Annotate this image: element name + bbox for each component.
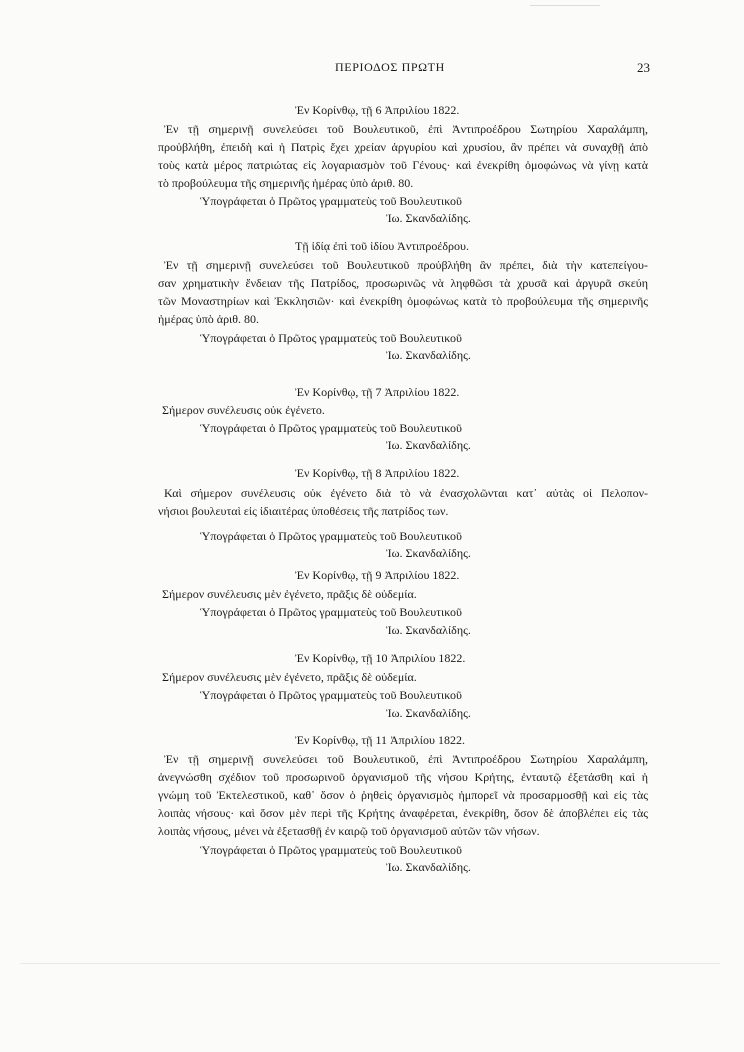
- section-title: ΠΕΡΙΟΔΟΣ ΠΡΩΤΗ: [335, 60, 445, 74]
- entry-date: Ἐν Κορίνθῳ, τῇ 6 Ἀπριλίου 1822.: [295, 103, 460, 117]
- entry-line: νήσιοι βουλευταὶ εἰς ἰδιαιτέρας ὑποθέσεις τῆς πατρίδος των.: [158, 504, 449, 518]
- entry-line: τοὺς κατὰ μέρος πατριώτας εἰς λογαριασμὸν τοῦ Γένους· καὶ ἐνεκρίθη ὁμοφώνως νὰ γίνῃ κατὰ: [158, 158, 648, 172]
- entry-date: Τῇ ἰδίᾳ ἐπὶ τοῦ ἰδίου Ἀντιπροέδρου.: [295, 239, 469, 253]
- entry-date: Ἐν Κορίνθῳ, τῇ 10 Ἀπριλίου 1822.: [295, 651, 466, 665]
- entry-line: ἀνεγνώσθη σχέδιον τοῦ προσωρινοῦ ὀργανισμοῦ τῆς νήσου Κρήτης, ἐνταυτῷ ἐξετάσθη καὶ ἡ: [158, 770, 648, 784]
- entry-date: Ἐν Κορίνθῳ, τῇ 9 Ἀπριλίου 1822.: [295, 568, 460, 582]
- signature-line: Ὑπογράφεται ὁ Πρῶτος γραμματεὺς τοῦ Βουλευτικοῦ: [200, 529, 462, 543]
- signature-line: Ὑπογράφεται ὁ Πρῶτος γραμματεὺς τοῦ Βουλευτικοῦ: [200, 843, 462, 857]
- scan-artifact: [530, 5, 600, 6]
- signatory-name: Ἰω. Σκανδαλίδης.: [386, 546, 471, 560]
- signature-line: Ὑπογράφεται ὁ Πρῶτος γραμματεὺς τοῦ Βουλευτικοῦ: [200, 421, 462, 435]
- signatory-name: Ἰω. Σκανδαλίδης.: [386, 211, 471, 225]
- entry-line: σαν χρηματικὴν ἔνδειαν τῆς Πατρίδος, προσωρινῶς νὰ ληφθῶσι τὰ χρυσᾶ καὶ ἀργυρᾶ σκεύη: [158, 276, 648, 290]
- entry-line: Σήμερον συνέλευσις οὐκ ἐγένετο.: [162, 403, 325, 417]
- entry-line: Ἐν τῇ σημερινῇ συνελεύσει τοῦ Βουλευτικοῦ προὐβλήθη ἂν πρέπει, διὰ τὴν κατεπείγου-: [164, 258, 648, 272]
- entry-date: Ἐν Κορίνθῳ, τῇ 8 Ἀπριλίου 1822.: [295, 466, 460, 480]
- entry-line: Σήμερον συνέλευσις μὲν ἐγένετο, πρᾶξις δὲ οὐδεμία.: [162, 587, 417, 601]
- signatory-name: Ἰω. Σκανδαλίδης.: [386, 706, 471, 720]
- scan-artifact: [20, 963, 720, 964]
- entry-date: Ἐν Κορίνθῳ, τῇ 7 Ἀπριλίου 1822.: [295, 385, 460, 399]
- entry-line: γνώμη τοῦ Ἐκτελεστικοῦ, καθ᾽ ὅσον ὁ ῥηθεὶς ὀργανισμὸς ἠμπορεῖ νὰ προσαρμοσθῇ καὶ εἰς τὰς: [158, 788, 648, 802]
- signatory-name: Ἰω. Σκανδαλίδης.: [386, 623, 471, 637]
- entry-date: Ἐν Κορίνθῳ, τῇ 11 Ἀπριλίου 1822.: [295, 733, 465, 747]
- entry-line: Ἐν τῇ σημερινῇ συνελεύσει τοῦ Βουλευτικοῦ, ἐπὶ Ἀντιπροέδρου Σωτηρίου Χαραλάμπη,: [164, 752, 648, 766]
- entry-line: ἡμέρας ὑπὸ ἀριθ. 80.: [158, 312, 260, 326]
- entry-line: λοιπὰς νήσους· καὶ ὅσον μὲν περὶ τῆς Κρήτης ἀναφέρεται, ἐνεκρίθη, ὅσον δὲ ἀποβλέπει εἰς τὰς: [158, 806, 648, 820]
- signature-line: Ὑπογράφεται ὁ Πρῶτος γραμματεὺς τοῦ Βουλευτικοῦ: [200, 331, 462, 345]
- signatory-name: Ἰω. Σκανδαλίδης.: [386, 860, 471, 874]
- entry-line: Ἐν τῇ σημερινῇ συνελεύσει τοῦ Βουλευτικοῦ, ἐπὶ Ἀντιπροέδρου Σωτηρίου Χαραλάμπη,: [164, 122, 648, 136]
- signature-line: Ὑπογράφεται ὁ Πρῶτος γραμματεὺς τοῦ Βουλευτικοῦ: [200, 688, 462, 702]
- entry-line: Σήμερον συνέλευσις μὲν ἐγένετο, πρᾶξις δὲ οὐδεμία.: [162, 670, 417, 684]
- running-header: [120, 60, 650, 80]
- page-number: 23: [637, 60, 650, 75]
- signatory-name: Ἰω. Σκανδαλίδης.: [386, 348, 471, 362]
- entry-line: προὐβλήθη, ἐπειδὴ καὶ ἡ Πατρὶς ἔχει χρείαν ἀργυρίου καὶ χρυσίου, ἂν πρέπει νὰ συναχθῇ ἀπὸ: [158, 140, 648, 154]
- signatory-name: Ἰω. Σκανδαλίδης.: [386, 438, 471, 452]
- entry-line: τὸ προβούλευμα τῆς σημερινῆς ἡμέρας ὑπὸ ἀριθ. 80.: [158, 176, 414, 190]
- entry-line: Καὶ σήμερον συνέλευσις οὐκ ἐγένετο διὰ τὸ νὰ ἐνασχολῶνται κατ᾽ αὐτὰς οἱ Πελοπον-: [164, 486, 648, 500]
- signature-line: Ὑπογράφεται ὁ Πρῶτος γραμματεὺς τοῦ Βουλευτικοῦ: [200, 605, 462, 619]
- signature-line: Ὑπογράφεται ὁ Πρῶτος γραμματεὺς τοῦ Βουλευτικοῦ: [200, 194, 462, 208]
- entry-line: λοιπὰς νήσους, μένει νὰ ἐξετασθῇ ἐν καιρῷ τοῦ ὀργανισμοῦ αὐτῶν τῶν νήσων.: [158, 824, 540, 838]
- entry-line: τῶν Μοναστηρίων καὶ Ἐκκλησιῶν· καὶ ἐνεκρίθη ὁμοφώνως κατὰ τὸ προβούλευμα τῆς σημερινῆς: [158, 294, 648, 308]
